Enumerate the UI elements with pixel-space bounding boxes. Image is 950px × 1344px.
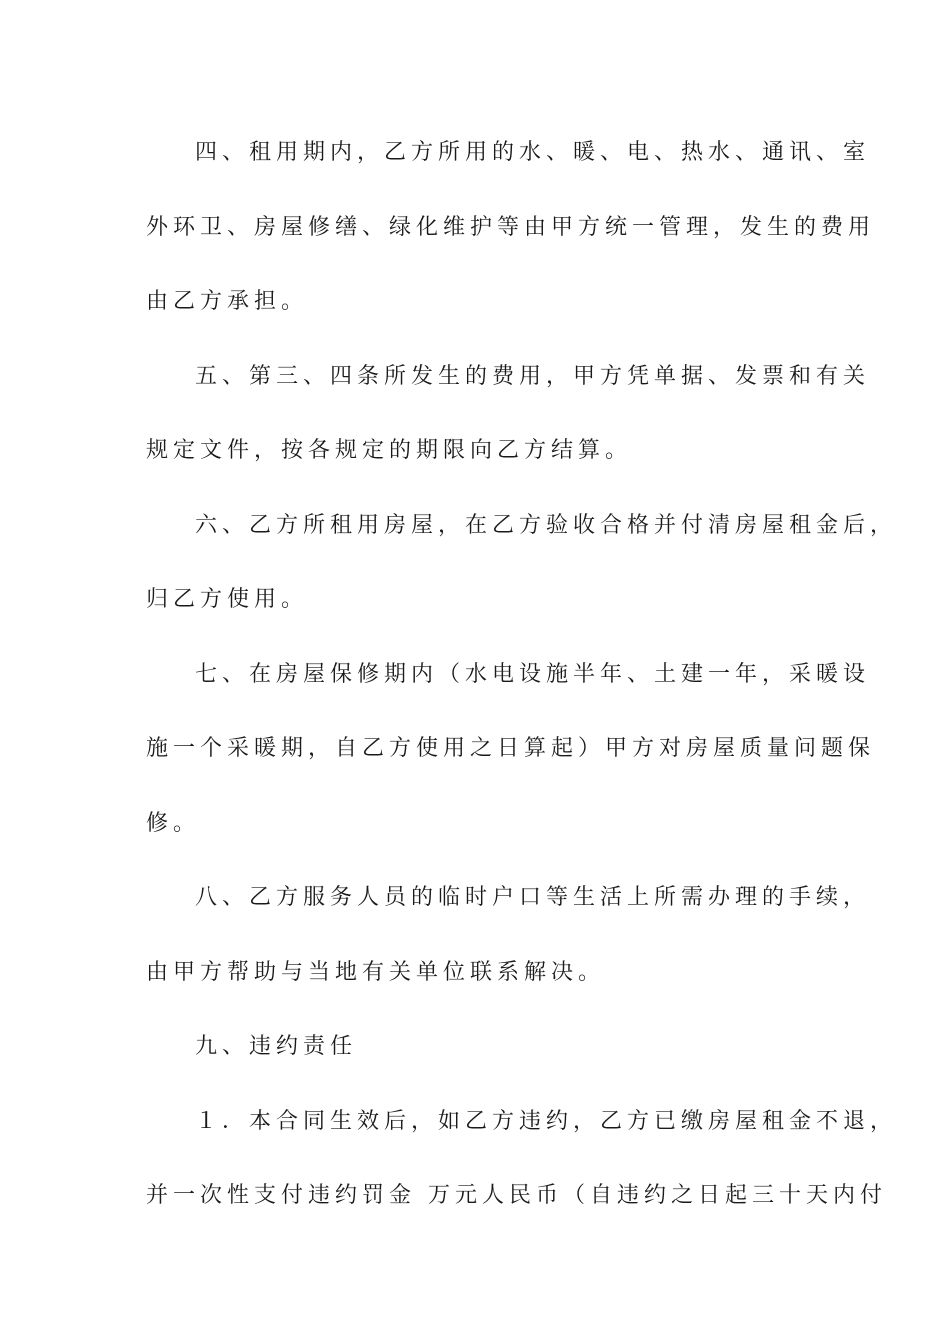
paragraph-4-line-2: 外环卫、房屋修缮、绿化维护等由甲方统一管理，发生的费用 bbox=[146, 214, 876, 240]
clause-9-1-line-2: 并一次性支付违约罚金 万元人民币（自违约之日起三十天内付 bbox=[146, 1183, 887, 1208]
paragraph-8-line-1: 八、乙方服务人员的临时户口等生活上所需办理的手续， bbox=[195, 885, 871, 910]
paragraph-7-line-1: 七、在房屋保修期内（水电设施半年、土建一年，采暖设 bbox=[195, 661, 871, 687]
paragraph-6-line-1: 六、乙方所租用房屋，在乙方验收合格并付清房屋租金后， bbox=[195, 512, 898, 538]
paragraph-7-line-2: 施一个采暖期，自乙方使用之日算起）甲方对房屋质量问题保 bbox=[146, 736, 876, 761]
paragraph-4-line-1: 四、租用期内，乙方所用的水、暖、电、热水、通讯、室 bbox=[195, 140, 871, 165]
clause-9-1-line-1: １．本合同生效后，如乙方违约，乙方已缴房屋租金不退， bbox=[195, 1108, 898, 1134]
paragraph-4-line-3: 由乙方承担。 bbox=[146, 289, 309, 314]
paragraph-6-line-2: 归乙方使用。 bbox=[146, 587, 309, 612]
paragraph-8-line-2: 由甲方帮助与当地有关单位联系解决。 bbox=[146, 959, 606, 985]
paragraph-5-line-1: 五、第三、四条所发生的费用，甲方凭单据、发票和有关 bbox=[195, 363, 871, 389]
paragraph-5-line-2: 规定文件，按各规定的期限向乙方结算。 bbox=[146, 438, 633, 463]
contract-body-text bbox=[146, 128, 898, 1246]
paragraph-7-line-3: 修。 bbox=[146, 810, 201, 836]
section-9-heading: 九、违约责任 bbox=[195, 1034, 358, 1059]
